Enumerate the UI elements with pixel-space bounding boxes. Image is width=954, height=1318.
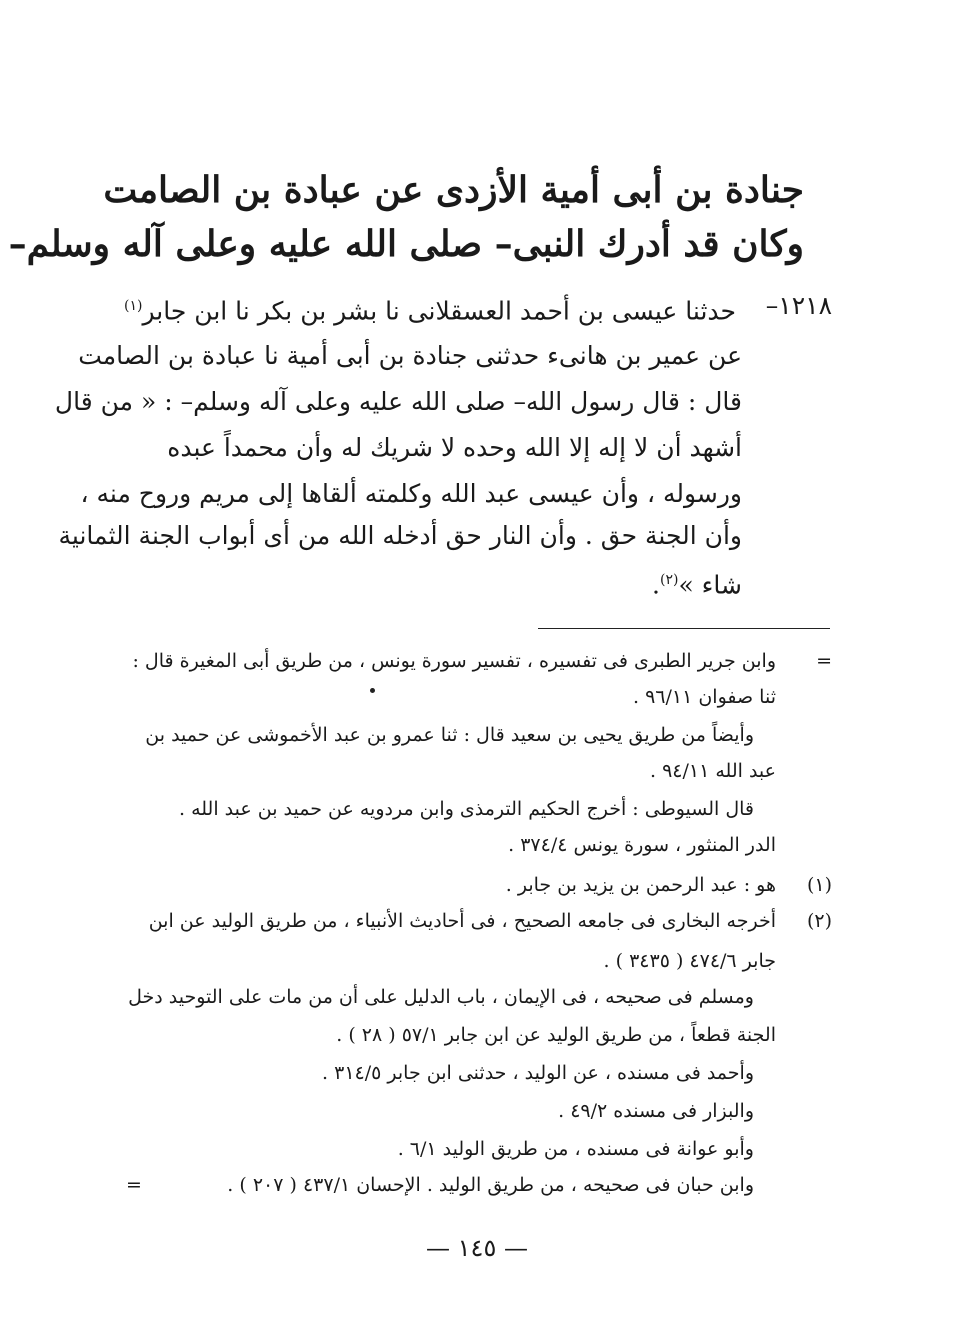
footnote-line: جابر ٤٧٤/٦ ( ٣٤٣٥ ) . xyxy=(603,950,776,972)
footnote-line: وأيضاً من طريق يحيى بن سعيد قال : ثنا عمرو بن عبد الأخموشى عن حميد بن xyxy=(145,724,754,746)
footnote-1-text: هو : عبد الرحمن بن يزيد بن جابر . xyxy=(505,874,776,896)
hadith-number: ١٢١٨– xyxy=(765,291,832,320)
footnote-line: وابن حبان فى صحيحه ، من طريق الوليد . الإحسان ٤٣٧/١ ( ٢٠٧ ) . xyxy=(227,1174,754,1196)
chapter-heading-line-2: وكان قد أدرك النبى– صلى الله عليه وعلى آله وسلم– xyxy=(8,223,804,265)
note-ref-1: (١) xyxy=(124,298,143,314)
footnote-1-mark: (١) xyxy=(806,874,832,896)
stray-dot xyxy=(370,688,375,693)
footnote-line: قال السيوطى : أخرج الحكيم الترمذى وابن مردويه عن حميد بن عبد الله . xyxy=(179,798,754,820)
continuation-mark: = xyxy=(816,650,832,672)
footnote-line: عبد الله ٩٤/١١ . xyxy=(650,760,776,782)
footnote-2-mark: (٢) xyxy=(806,910,832,932)
footnote-separator xyxy=(538,628,830,629)
hadith-line: ورسوله ، وأن عيسى عبد الله وكلمته ألقاها إلى مريم وروح منه ، xyxy=(80,479,742,508)
note-ref-2: (٢) xyxy=(659,572,679,588)
footnote-line: أخرجه البخارى فى جامعه الصحيح ، فى أحاديث الأنبياء ، من طريق الوليد عن ابن xyxy=(148,910,776,932)
hadith-line: عن عمير بن هانىء حدثنى جنادة بن أبى أمية نا عبادة بن الصامت xyxy=(78,341,742,370)
footnote-line: وأبو عوانة فى مسنده ، من طريق الوليد ٦/١ . xyxy=(397,1138,754,1160)
footnote-line: وابن جرير الطبرى فى تفسيره ، تفسير سورة يونس ، من طريق أبى المغيرة قال : xyxy=(132,650,776,672)
end-continuation-mark: = xyxy=(126,1174,142,1196)
footnote-line: والبزار فى مسنده ٤٩/٢ . xyxy=(558,1100,754,1122)
hadith-line: أشهد أن لا إله إلا الله وحده لا شريك له وأن محمداً عبده xyxy=(167,433,742,462)
hadith-line: وأن الجنة حق . وأن النار حق أدخله الله من أى أبواب الجنة الثمانية xyxy=(58,521,742,550)
footnote-line: ثنا صفوان ٩٦/١١ . xyxy=(632,686,776,708)
footnote-line: الدر المنثور ، سورة يونس ٣٧٤/٤ . xyxy=(508,834,776,856)
hadith-line: قال : قال رسول الله– صلى الله عليه وعلى آله وسلم– : « من قال xyxy=(54,387,742,416)
footnote-line: ومسلم فى صحيحه ، فى الإيمان ، باب الدليل على أن من مات على التوحيد دخل xyxy=(128,986,754,1008)
hadith-line: شاء »$^{(٢)}$. xyxy=(652,570,742,600)
hadith-line: حدثنا عيسى بن أحمد العسقلانى نا بشر بن بكر نا ابن جابر$^{(١)}$ xyxy=(124,296,736,326)
footnote-line: وأحمد فى مسنده ، عن الوليد ، حدثنى ابن جابر ٣١٤/٥ . xyxy=(322,1062,754,1084)
chapter-heading-line-1: جنادة بن أبى أمية الأزدى عن عبادة بن الصامت xyxy=(103,169,804,211)
page-number: — ١٤٥ — xyxy=(426,1234,528,1262)
footnote-line: الجنة قطعاً ، من طريق الوليد عن ابن جابر ٥٧/١ ( ٢٨ ) . xyxy=(336,1024,776,1046)
